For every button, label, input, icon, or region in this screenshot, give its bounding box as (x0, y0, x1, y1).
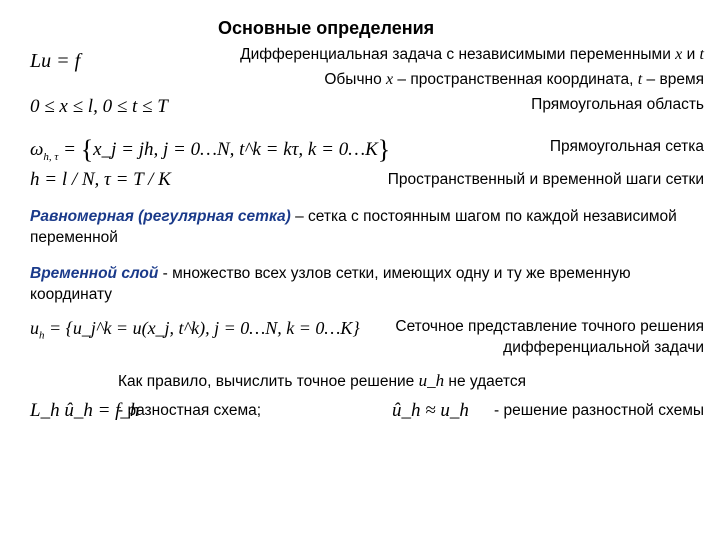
formula-grid-body: x_j = jh, j = 0…N, t^k = kτ, k = 0…K (93, 139, 378, 160)
text-usually-a: Обычно (324, 71, 387, 88)
term-time-layer: Временной слой (30, 265, 159, 282)
formula-grid-eq: = (58, 139, 81, 160)
formula-grid-representation-lhs: u (30, 318, 39, 338)
term-uniform-grid: Равномерная (регулярная сетка) (30, 208, 291, 225)
text-exact-solution-rule (118, 371, 526, 391)
formula-domain: 0 ≤ x ≤ l, 0 ≤ t ≤ T (30, 96, 168, 117)
text-scheme-solution: - решение разностной схемы (494, 402, 704, 419)
text-rect-domain: Прямоугольная область (531, 96, 704, 113)
formula-scheme-solution: û_h ≈ u_h (392, 400, 469, 421)
text-rect-grid: Прямоугольная сетка (549, 138, 704, 155)
var-x: x (675, 46, 683, 63)
text-exact-solution-rule-a: Как правило, вычислить точное решение (118, 373, 419, 390)
text-differential-problem (240, 46, 704, 64)
text-difference-scheme: - разностная схема; (118, 402, 262, 419)
definition-time-layer-rest: - множество всех узлов сетки, имеющих одну и ту же временную координату (30, 265, 631, 303)
formula-grid (30, 132, 390, 163)
definition-uniform-grid-rest: – сетка с постоянным шагом по каждой независимой переменной (30, 208, 677, 246)
formula-uh-inline: u_h (418, 371, 445, 390)
definition-uniform-grid (30, 206, 700, 248)
formula-grid-sub: h, τ (43, 150, 59, 163)
var-t: t (699, 46, 704, 63)
formula-grid-representation (30, 318, 360, 342)
text-usually-b: – пространственная координата, (393, 71, 638, 88)
formula-grid-representation-sub: h (39, 329, 45, 342)
definition-time-layer (30, 263, 690, 305)
formula-grid-representation-body: = {u_j^k = u(x_j, t^k), j = 0…N, k = 0…K} (49, 318, 360, 338)
text-grid-representation: Сеточное представление точного решения дифференциальной задачи (395, 318, 704, 356)
brace-close-icon: } (377, 135, 391, 164)
formula-operator-equation: Lu = f (30, 50, 81, 72)
brace-open-icon: { (80, 135, 94, 164)
text-usually-c: – время (642, 71, 704, 88)
text-exact-solution-rule-b: не удается (444, 373, 526, 390)
text-and: и (682, 46, 700, 63)
page-title: Основные определения (218, 18, 435, 38)
formula-difference-scheme: L_h û_h = f_h (30, 400, 140, 421)
text-grid-steps: Пространственный и временной шаги сетки (387, 171, 704, 188)
var-t-2: t (637, 71, 643, 88)
text-usually (324, 71, 704, 89)
text-differential-problem-a: Дифференциальная задача с независимыми переменными (240, 46, 676, 63)
var-x-2: x (386, 71, 394, 88)
formula-steps: h = l / N, τ = T / K (30, 169, 171, 190)
formula-grid-omega: ω (30, 139, 44, 160)
